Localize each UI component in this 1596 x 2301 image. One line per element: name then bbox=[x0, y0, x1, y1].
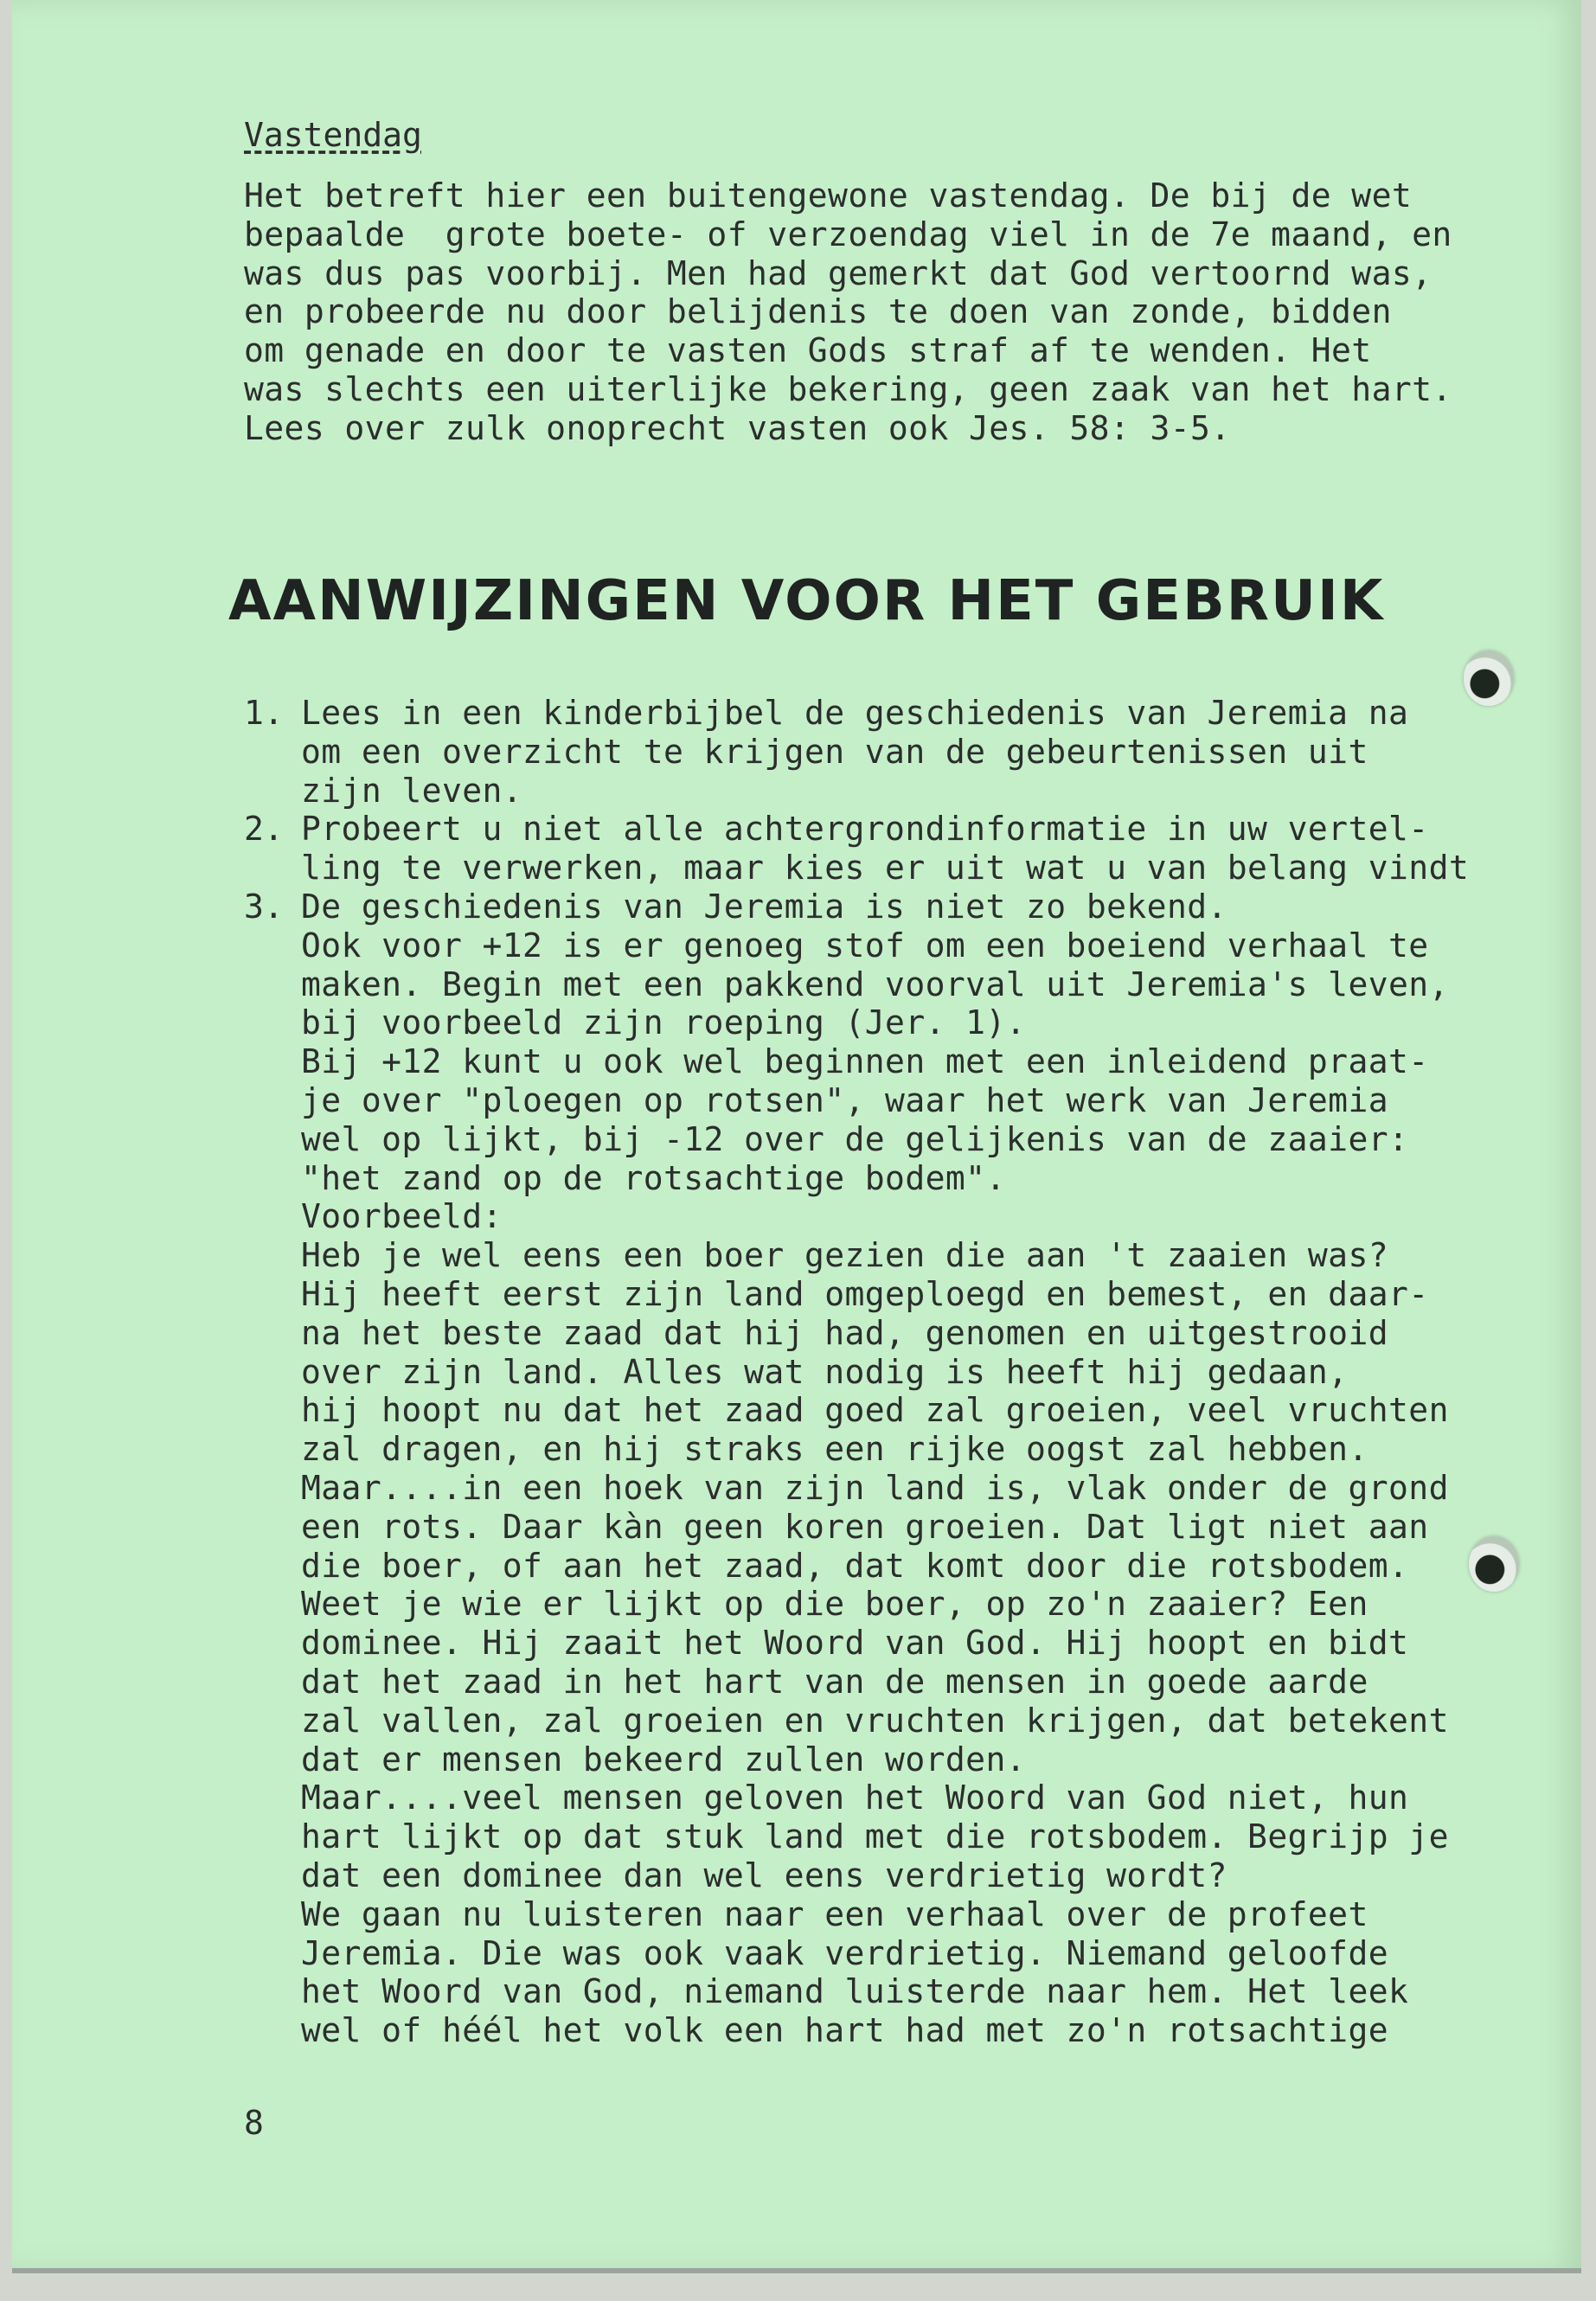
list-item bbox=[244, 694, 1472, 810]
list-item bbox=[244, 888, 1472, 2050]
page-number: 8 bbox=[244, 2104, 264, 2142]
instructions-list bbox=[244, 694, 1472, 2050]
punch-hole-icon bbox=[1469, 1536, 1519, 1592]
vastendag-heading: Vastendag bbox=[244, 116, 422, 154]
page-bottom-edge bbox=[12, 2268, 1581, 2273]
list-item-number: 2. bbox=[244, 810, 284, 849]
vastendag-paragraph: Het betreft hier een buitengewone vastendag. De bij de wet bepaalde grote boete- of verzoendag viel in de 7e maand, en was dus pas voorbij. Men had gemerkt dat God vertoornd was, en probeerde nu door belijdenis te doen van zonde, bidden om genade en door te vasten Gods straf af te wenden. Het was slechts een uiterlijke bekering, geen zaak van het hart. Lees over zulk onoprecht vasten ook Jes. 58: 3-5. bbox=[244, 176, 1452, 447]
list-item-text: De geschiedenis van Jeremia is niet zo bekend. Ook voor +12 is er genoeg stof om een boeiend verhaal te maken. Begin met een pakkend voorval uit Jeremia's leven, bij voorbeeld zijn roeping (Jer. 1). Bij +12 kunt u ook wel beginnen met een inleidend praat- je over "ploegen op rotsen", waar het werk van Jeremia wel op lijkt, bij -12 over de gelijkenis van de zaaier: "het zand op de rotsachtige bodem". Voorbeeld: Heb je wel eens een boer gezien die aan 't zaaien was? Hij heeft eerst zijn land omgeploegd en bemest, en daar- na het beste zaad dat hij had, genomen en uitgestrooid over zijn land. Alles wat nodig is heeft hij gedaan, hij hoopt nu dat het zaad goed zal groeien, veel vruchten zal dragen, en hij straks een rijke oogst zal hebben. Maar....in een hoek van zijn land is, vlak onder de grond een rots. Daar kàn geen koren groeien. Dat ligt niet aan die boer, of aan het zaad, dat komt door die rotsbodem. Weet je wie er lijkt op die boer, op zo'n zaaier? Een dominee. Hij zaait het Woord van God. Hij hoopt en bidt dat het zaad in het hart van de mensen in goede aarde zal vallen, zal groeien en vruchten krijgen, dat betekent dat er mensen bekeerd zullen worden. Maar....veel mensen geloven het Woord van God niet, hun hart lijkt op dat stuk land met die rotsbodem. Begrijp je dat een dominee dan wel eens verdrietig wordt? We gaan nu luisteren naar een verhaal over de profeet Jeremia. Die was ook vaak verdrietig. Niemand geloofde het Woord van God, niemand luisterde naar hem. Het leek wel of héél het volk een hart had met zo'n rotsachtige bbox=[301, 887, 1449, 2050]
list-item-text: Lees in een kinderbijbel de geschiedenis van Jeremia na om een overzicht te krijgen van de gebeurtenissen uit zijn leven. bbox=[301, 694, 1409, 810]
list-item-number: 3. bbox=[244, 887, 284, 926]
list-item-number: 1. bbox=[244, 694, 284, 732]
section-title: AANWIJZINGEN VOOR HET GEBRUIK bbox=[228, 569, 1385, 633]
list-item bbox=[244, 810, 1472, 888]
list-item-text: Probeert u niet alle achtergrondinformatie in uw vertel- ling te verwerken, maar kies er uit wat u van belang vindt bbox=[301, 810, 1470, 888]
